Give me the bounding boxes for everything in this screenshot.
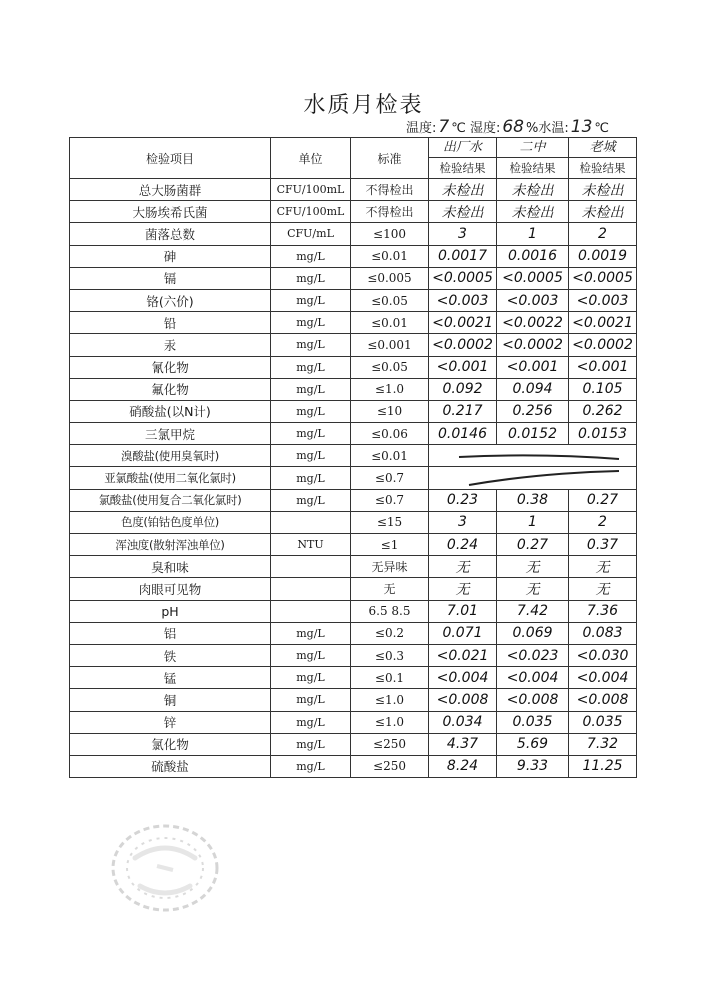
result-cell: 0.083	[569, 622, 637, 644]
item-unit: mg/L	[271, 312, 351, 334]
item-name: 镉	[70, 267, 271, 289]
item-name: 锌	[70, 711, 271, 733]
item-unit: mg/L	[271, 423, 351, 445]
water-temp-label: 水温:	[538, 121, 569, 136]
item-name: 总大肠菌群	[70, 179, 271, 201]
item-name: 大肠埃希氏菌	[70, 201, 271, 223]
result-cell: 5.69	[497, 733, 569, 755]
result-cell: 8.24	[429, 755, 497, 777]
item-unit: mg/L	[271, 467, 351, 489]
result-cell: <0.0002	[497, 334, 569, 356]
table-row	[70, 489, 637, 511]
result-cell: 无	[569, 578, 637, 600]
result-cell: 9.33	[497, 755, 569, 777]
result-cell: 0.071	[429, 622, 497, 644]
table-row	[70, 267, 637, 289]
table-row	[70, 733, 637, 755]
header-standard: 标准	[351, 138, 429, 179]
result-cell: <0.0021	[569, 312, 637, 334]
item-name: 臭和味	[70, 556, 271, 578]
item-standard: ≤0.05	[351, 289, 429, 311]
result-cell: 0.256	[497, 400, 569, 422]
result-cell: 0.092	[429, 378, 497, 400]
item-name: 色度(铂钴色度单位)	[70, 511, 271, 533]
item-standard: ≤0.001	[351, 334, 429, 356]
not-applicable-cell	[429, 445, 637, 467]
result-cell: 7.32	[569, 733, 637, 755]
item-standard: ≤250	[351, 733, 429, 755]
result-cell: 无	[497, 556, 569, 578]
seal-stamp	[105, 818, 225, 918]
item-standard: ≤0.05	[351, 356, 429, 378]
item-unit: mg/L	[271, 289, 351, 311]
result-cell: 0.27	[497, 534, 569, 556]
result-cell: 11.25	[569, 755, 637, 777]
header-site-2	[497, 138, 569, 179]
result-cell: <0.021	[429, 644, 497, 666]
conditions-line	[406, 117, 609, 137]
header-site-1	[429, 138, 497, 179]
result-cell: <0.004	[497, 667, 569, 689]
item-name: 砷	[70, 245, 271, 267]
table-row	[70, 755, 637, 777]
result-cell: <0.0005	[569, 267, 637, 289]
result-cell: 0.23	[429, 489, 497, 511]
result-cell: 0.0017	[429, 245, 497, 267]
table-row	[70, 201, 637, 223]
table-row	[70, 667, 637, 689]
result-cell: 0.38	[497, 489, 569, 511]
table-row	[70, 711, 637, 733]
result-cell: 无	[497, 578, 569, 600]
header-unit: 单位	[271, 138, 351, 179]
result-cell: 无	[569, 556, 637, 578]
item-standard: ≤0.3	[351, 644, 429, 666]
item-unit: mg/L	[271, 245, 351, 267]
table-body	[70, 179, 637, 778]
result-cell: 3	[429, 511, 497, 533]
table-row	[70, 223, 637, 245]
result-cell: <0.003	[569, 289, 637, 311]
item-name: 铅	[70, 312, 271, 334]
item-unit: mg/L	[271, 711, 351, 733]
item-name: 铝	[70, 622, 271, 644]
table-row	[70, 289, 637, 311]
item-unit: mg/L	[271, 689, 351, 711]
table-row	[70, 467, 637, 489]
table-row	[70, 689, 637, 711]
result-cell: <0.0002	[569, 334, 637, 356]
result-cell: 0.37	[569, 534, 637, 556]
table-row	[70, 445, 637, 467]
item-name: 氟化物	[70, 378, 271, 400]
result-cell: <0.001	[497, 356, 569, 378]
item-unit	[271, 578, 351, 600]
result-cell: 0.0019	[569, 245, 637, 267]
result-cell: <0.001	[569, 356, 637, 378]
table-row	[70, 644, 637, 666]
item-name: 氰化物	[70, 356, 271, 378]
item-standard: ≤1.0	[351, 711, 429, 733]
item-unit: NTU	[271, 534, 351, 556]
result-cell: 0.262	[569, 400, 637, 422]
item-unit: mg/L	[271, 445, 351, 467]
item-name: 肉眼可见物	[70, 578, 271, 600]
result-cell: <0.0005	[497, 267, 569, 289]
result-cell: 0.24	[429, 534, 497, 556]
result-cell: 无	[429, 556, 497, 578]
item-name: 浑浊度(散射浑浊单位)	[70, 534, 271, 556]
humidity-unit: %	[526, 121, 539, 136]
water-temp-unit: ℃	[594, 121, 609, 136]
not-applicable-cell	[429, 467, 637, 489]
site-name: 老城	[569, 138, 636, 158]
item-name: 溴酸盐(使用臭氧时)	[70, 445, 271, 467]
strike-line	[429, 445, 637, 467]
table-row	[70, 334, 637, 356]
water-quality-table	[69, 137, 637, 778]
item-standard: ≤1.0	[351, 689, 429, 711]
result-cell: <0.004	[569, 667, 637, 689]
result-cell: <0.0002	[429, 334, 497, 356]
item-standard: ≤250	[351, 755, 429, 777]
item-standard: 6.5 8.5	[351, 600, 429, 622]
result-cell: 0.035	[497, 711, 569, 733]
result-cell: <0.030	[569, 644, 637, 666]
result-cell: 0.094	[497, 378, 569, 400]
result-cell: 3	[429, 223, 497, 245]
header-site-3	[569, 138, 637, 179]
item-unit: mg/L	[271, 334, 351, 356]
item-unit	[271, 511, 351, 533]
temp-label: 温度:	[406, 121, 437, 136]
result-cell: <0.0021	[429, 312, 497, 334]
result-cell: <0.008	[497, 689, 569, 711]
item-unit: mg/L	[271, 733, 351, 755]
result-cell: 4.37	[429, 733, 497, 755]
item-standard: ≤0.2	[351, 622, 429, 644]
result-cell: 2	[569, 511, 637, 533]
result-cell: 0.0016	[497, 245, 569, 267]
item-standard: ≤100	[351, 223, 429, 245]
result-label: 检验结果	[439, 161, 486, 175]
result-cell: 2	[569, 223, 637, 245]
table-row	[70, 556, 637, 578]
table-row	[70, 578, 637, 600]
result-cell: 未检出	[497, 201, 569, 223]
item-standard: 无异味	[351, 556, 429, 578]
humidity-label: 湿度:	[469, 121, 501, 136]
item-standard: ≤0.1	[351, 667, 429, 689]
item-name: 亚氯酸盐(使用二氧化氯时)	[70, 467, 271, 489]
item-unit: mg/L	[271, 267, 351, 289]
temp-unit: ℃	[451, 121, 466, 136]
item-unit: mg/L	[271, 644, 351, 666]
result-cell: 7.42	[497, 600, 569, 622]
table-row	[70, 245, 637, 267]
result-cell: 0.27	[569, 489, 637, 511]
result-cell: 1	[497, 223, 569, 245]
site-name: 出厂水	[429, 138, 496, 158]
table-row	[70, 534, 637, 556]
item-unit: mg/L	[271, 356, 351, 378]
result-cell: <0.003	[429, 289, 497, 311]
table-row	[70, 600, 637, 622]
result-cell: 无	[429, 578, 497, 600]
result-cell: <0.023	[497, 644, 569, 666]
result-cell: 7.36	[569, 600, 637, 622]
item-name: 硫酸盐	[70, 755, 271, 777]
result-cell: <0.0022	[497, 312, 569, 334]
item-name: 铬(六价)	[70, 289, 271, 311]
item-standard: ≤1.0	[351, 378, 429, 400]
item-name: 铁	[70, 644, 271, 666]
item-standard: ≤0.01	[351, 312, 429, 334]
result-cell: 0.217	[429, 400, 497, 422]
result-cell: <0.0005	[429, 267, 497, 289]
item-standard: 不得检出	[351, 179, 429, 201]
result-label: 检验结果	[509, 161, 556, 175]
item-unit: mg/L	[271, 667, 351, 689]
result-cell: <0.001	[429, 356, 497, 378]
result-cell: 7.01	[429, 600, 497, 622]
table-row	[70, 400, 637, 422]
item-unit: mg/L	[271, 378, 351, 400]
item-standard: 不得检出	[351, 201, 429, 223]
item-name: pH	[70, 600, 271, 622]
item-unit: mg/L	[271, 622, 351, 644]
item-standard: ≤0.7	[351, 489, 429, 511]
result-cell: 0.105	[569, 378, 637, 400]
item-name: 菌落总数	[70, 223, 271, 245]
result-cell: <0.004	[429, 667, 497, 689]
result-label: 检验结果	[579, 161, 626, 175]
table-row	[70, 378, 637, 400]
item-name: 铜	[70, 689, 271, 711]
item-unit: mg/L	[271, 400, 351, 422]
result-cell: 未检出	[429, 201, 497, 223]
result-cell: 0.0152	[497, 423, 569, 445]
header-item: 检验项目	[70, 138, 271, 179]
page-title: 水质月检表	[303, 93, 424, 118]
table-row	[70, 312, 637, 334]
item-name: 硝酸盐(以N计)	[70, 400, 271, 422]
item-standard: ≤0.01	[351, 445, 429, 467]
result-cell: 0.0153	[569, 423, 637, 445]
item-standard: ≤10	[351, 400, 429, 422]
table-row	[70, 622, 637, 644]
item-unit	[271, 556, 351, 578]
result-cell: 1	[497, 511, 569, 533]
item-unit: CFU/mL	[271, 223, 351, 245]
result-cell: 未检出	[497, 179, 569, 201]
result-cell: 未检出	[569, 201, 637, 223]
result-cell: <0.008	[569, 689, 637, 711]
item-unit: CFU/100mL	[271, 201, 351, 223]
item-standard: ≤1	[351, 534, 429, 556]
item-standard: 无	[351, 578, 429, 600]
item-name: 汞	[70, 334, 271, 356]
table-row	[70, 511, 637, 533]
item-name: 三氯甲烷	[70, 423, 271, 445]
result-cell: 0.069	[497, 622, 569, 644]
item-unit: mg/L	[271, 755, 351, 777]
item-name: 氯化物	[70, 733, 271, 755]
item-unit: mg/L	[271, 489, 351, 511]
water-temp-value: 13	[570, 117, 593, 137]
temp-value: 7	[438, 117, 450, 137]
item-standard: ≤0.01	[351, 245, 429, 267]
table-row	[70, 356, 637, 378]
result-cell: 未检出	[429, 179, 497, 201]
result-cell: <0.008	[429, 689, 497, 711]
item-name: 氯酸盐(使用复合二氧化氯时)	[70, 489, 271, 511]
result-cell: 0.0146	[429, 423, 497, 445]
item-unit	[271, 600, 351, 622]
item-standard: ≤0.06	[351, 423, 429, 445]
strike-line	[429, 467, 637, 489]
item-standard: ≤0.7	[351, 467, 429, 489]
item-unit: CFU/100mL	[271, 179, 351, 201]
result-cell: 0.035	[569, 711, 637, 733]
result-cell: 0.034	[429, 711, 497, 733]
site-name: 二中	[497, 138, 568, 158]
table-row	[70, 179, 637, 201]
result-cell: 未检出	[569, 179, 637, 201]
item-standard: ≤0.005	[351, 267, 429, 289]
humidity-value: 68	[502, 117, 524, 137]
result-cell: <0.003	[497, 289, 569, 311]
table-row	[70, 423, 637, 445]
item-standard: ≤15	[351, 511, 429, 533]
item-name: 锰	[70, 667, 271, 689]
